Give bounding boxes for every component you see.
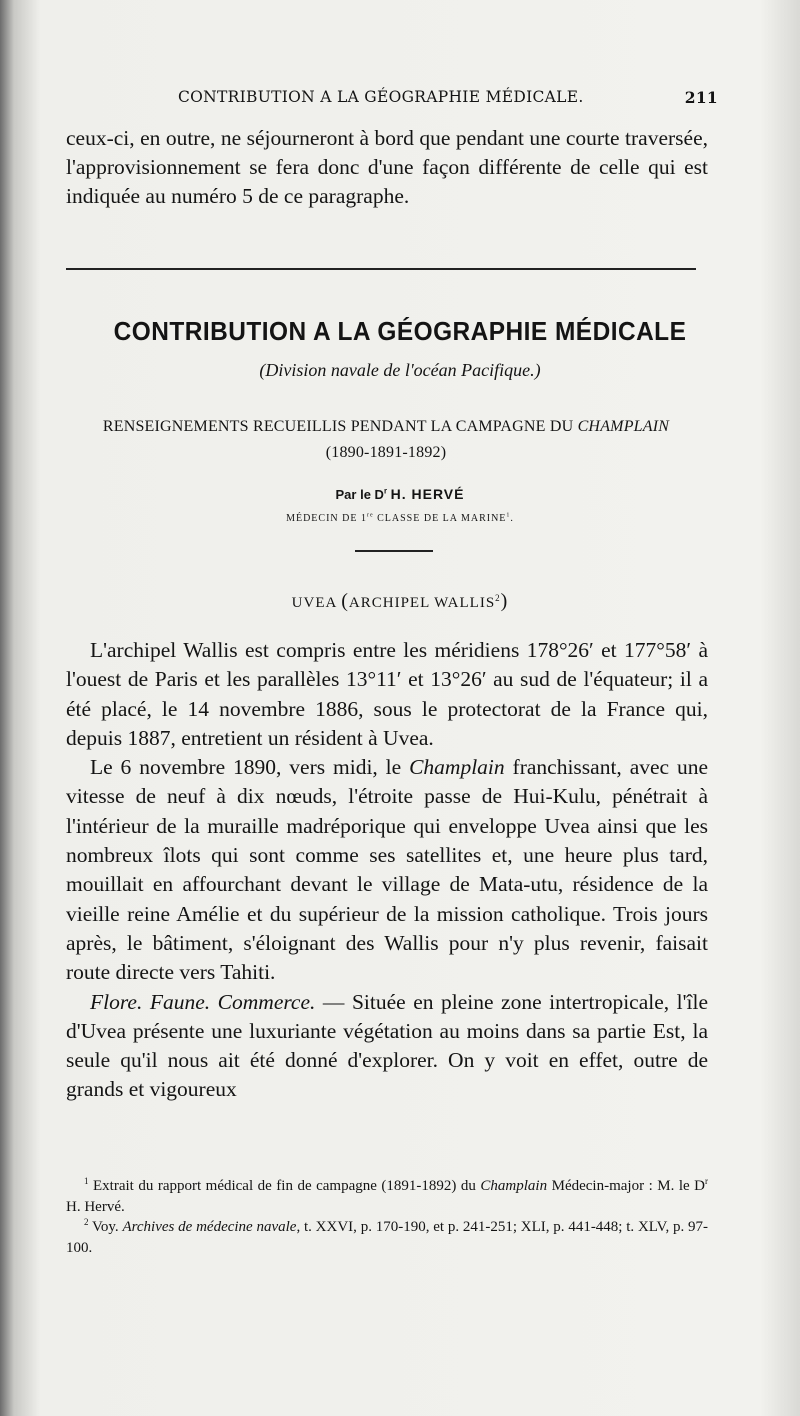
body-text (66, 636, 708, 1105)
section-footnote-ref: 2 (495, 593, 501, 603)
section-heading (0, 590, 800, 613)
footnotes (66, 1176, 708, 1258)
author-byline (0, 486, 800, 502)
footnote-2-text-b: , t. XXVI, p. 170-190, et p. 241-251; XLI, p. 441-448; t. XLV, p. 97-100. (66, 1219, 708, 1256)
footnote-2 (66, 1217, 708, 1258)
paragraph-flora (66, 988, 708, 1105)
campaign-years: (1890-1891-1892) (325, 444, 447, 461)
p3-heading: Flore. Faune. Commerce. (90, 989, 316, 1014)
author-rank (0, 513, 800, 524)
rank-suffix: CLASSE DE LA MARINE (373, 513, 507, 524)
footnote-2-number: 2 (84, 1217, 89, 1227)
footnote-1-text-a: Extrait du rapport médical de fin de campagne (1891-1892) du (88, 1178, 481, 1194)
page-number: 211 (684, 88, 718, 107)
campaign-info-prefix: RENSEIGNEMENTS RECUEILLIS PENDANT LA CAMPAGNE DU (102, 418, 578, 435)
running-head-title: CONTRIBUTION A LA GÉOGRAPHIE MÉDICALE. (178, 88, 584, 106)
article-title: CONTRIBUTION A LA GÉOGRAPHIE MÉDICALE (113, 316, 687, 346)
footnote-1-text-c: H. Hervé. (66, 1198, 125, 1215)
section-paren-open: ( (341, 590, 349, 612)
section-divider (66, 268, 696, 270)
rank-end: . (510, 513, 514, 524)
rank-sup: re (366, 512, 374, 519)
paragraph-arrival (66, 753, 708, 987)
section-name: UVEA (291, 595, 342, 611)
p2-start: Le 6 novembre 1890, vers midi, le (90, 755, 410, 780)
byline-sup: r (383, 486, 387, 496)
short-divider (355, 550, 433, 552)
footnote-1-sup: r (705, 1176, 709, 1186)
footnote-1-number: 1 (84, 1176, 89, 1186)
article-subtitle: (Division navale de l'océan Pacifique.) (259, 360, 541, 380)
intro-paragraph: ceux-ci, en outre, ne séjourneront à bord que pendant une courte traversée, l'approvisionnement se fera donc d'une façon différente de celle qui est indiquée au numéro 5 de ce paragraphe. (66, 126, 708, 208)
section-paren-close: ) (500, 590, 509, 612)
p3-body: — Située en pleine zone intertropicale, l'île d'Uvea présente une luxuriante végétation au moins dans sa partie Est, la seule qu'il nous ait été donné d'explorer. On y voit en effet, outre de grands et vigoureux (66, 989, 708, 1102)
section-inner: ARCHIPEL WALLIS (348, 595, 496, 611)
footnote-1 (66, 1176, 708, 1217)
campaign-ship-name: CHAMPLAIN (577, 418, 670, 435)
paragraph-archipel: L'archipel Wallis est compris entre les méridiens 178°26′ et 177°58′ à l'ouest de Paris et les parallèles 13°11′ et 13°26′ au sud de l'équateur; il a été placé, le 14 novembre 1886, sous le protectorat de la France qui, depuis 1887, entretient un résident à Uvea. (66, 638, 708, 750)
byline-prefix: Par le D (335, 487, 384, 502)
rank-prefix: MÉDECIN DE 1 (286, 513, 367, 524)
p2-ship-name: Champlain (409, 755, 505, 780)
footnote-1-text-b: Médecin-major : M. le D (547, 1178, 706, 1194)
footnote-2-text-a: Voy. (88, 1219, 123, 1235)
p2-rest: franchissant, avec une vitesse de neuf à dix nœuds, l'étroite passe de Hui-Kulu, pénétrait à l'intérieur de la muraille madréporique qui enveloppe Uvea ainsi que les nombreux îlots qui sont comme ses satellites et, une heure plus tard, mouillait en affourchant devant le village de Mata-utu, résidence de la vieille reine Amélie et du supérieur de la mission catholique. Trois jours après, le bâtiment, s'éloignant des Wallis pour n'y plus revenir, faisait route directe vers Tahiti. (66, 755, 708, 985)
author-name: H. HERVÉ (390, 486, 465, 502)
rank-footnote-ref: 1 (506, 512, 511, 519)
footnote-1-ship: Champlain (480, 1178, 548, 1194)
footnote-2-journal: Archives de médecine navale (122, 1219, 297, 1235)
campaign-info (66, 414, 706, 466)
